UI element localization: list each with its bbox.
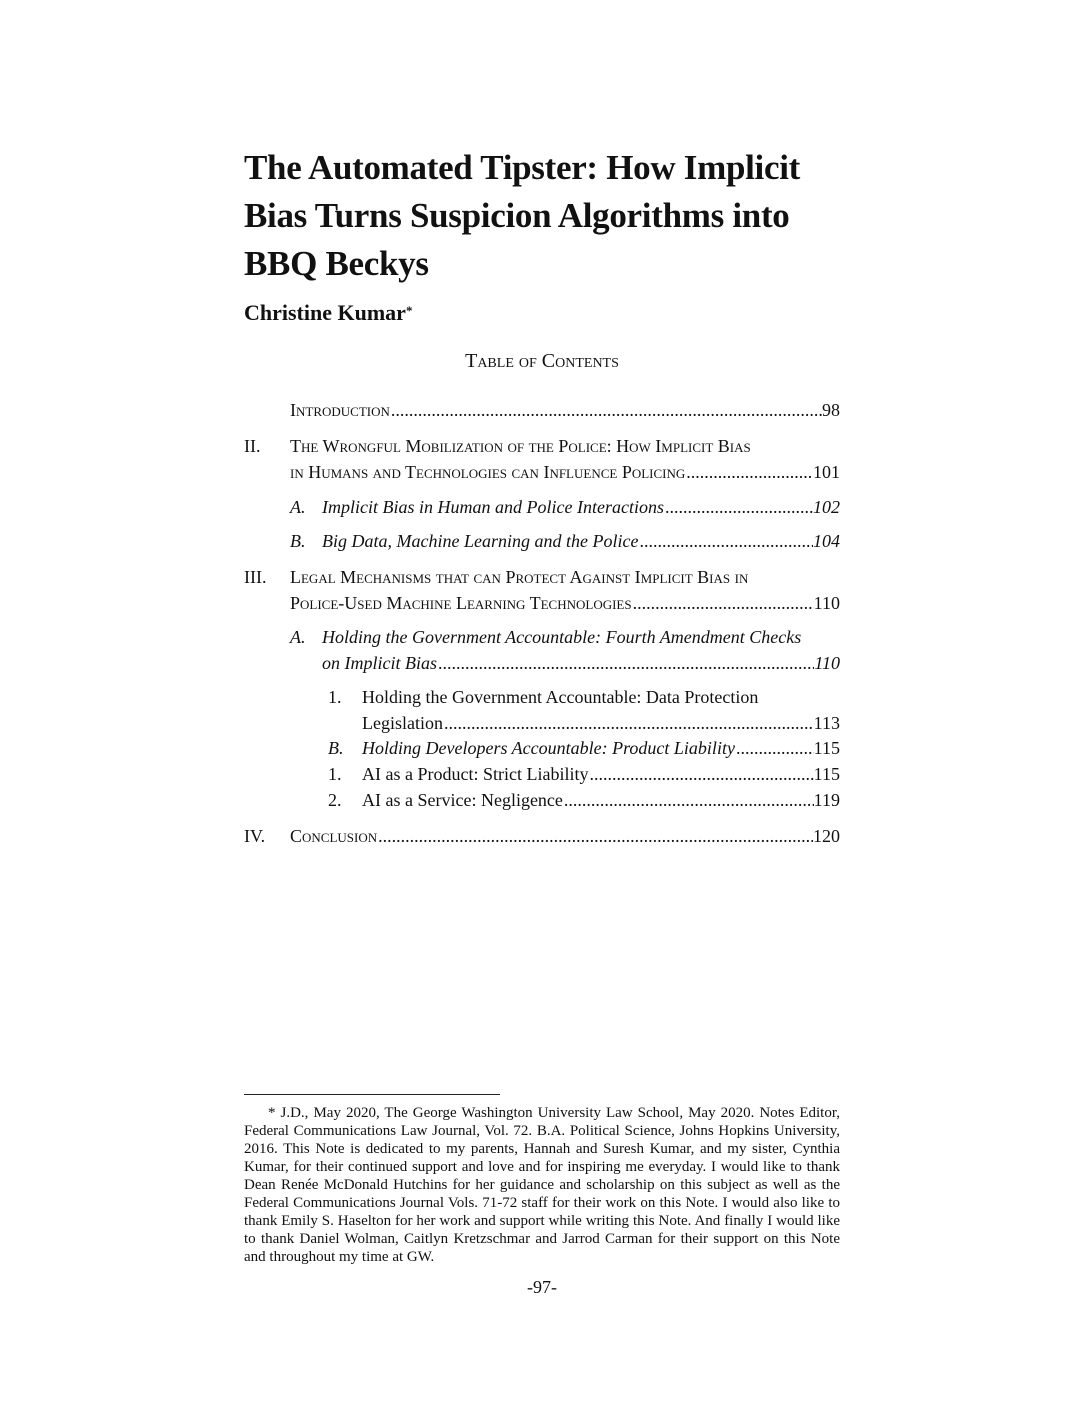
toc-entry-data-protection[interactable] — [330, 684, 840, 736]
toc-leader-dots — [588, 761, 813, 787]
toc-entry-label: Legal Mechanisms that can Protect Against Implicit Bias in — [290, 567, 749, 587]
toc-entry-page: 98 — [822, 400, 840, 420]
toc-entry-page: 101 — [813, 462, 840, 482]
toc-entry-page: 115 — [813, 738, 840, 758]
toc-entry-page: 119 — [813, 790, 840, 810]
author-footnote — [244, 1104, 840, 1266]
toc-entry-label: The Wrongful Mobilization of the Police: How Implicit Bias — [290, 436, 751, 456]
toc-entry-legal-mechanisms[interactable] — [244, 564, 840, 616]
toc-entry-number: II. — [244, 436, 261, 456]
article-title — [244, 144, 884, 288]
toc-leader-dots — [437, 650, 814, 676]
toc-entry-number: A. — [290, 627, 306, 647]
toc-leader-dots — [632, 590, 814, 616]
toc-leader-dots — [563, 787, 814, 813]
toc-entry-label: Police-Used Machine Learning Technologies — [290, 593, 632, 613]
toc-entry-strict-liability[interactable] — [330, 761, 840, 787]
toc-entry-label: in Humans and Technologies can Influence Policing — [290, 462, 686, 482]
toc-entry-number: 2. — [328, 790, 342, 810]
toc-entry-label: Legislation — [362, 713, 443, 733]
page-number: -97- — [527, 1277, 557, 1297]
toc-entry-big-data[interactable] — [290, 528, 840, 554]
author-line — [244, 296, 412, 328]
toc-leader-dots — [638, 528, 813, 554]
toc-entry-page: 110 — [814, 653, 840, 673]
toc-entry-government-fourth-amendment[interactable] — [290, 624, 840, 676]
footnote-text: J.D., May 2020, The George Washington University Law School, May 2020. Notes Editor, Federal Communications Law Journal, Vol. 72. B.A. Political Science, Johns Hopkins University, 2016. This Note is dedicated to my parents, Hannah and Suresh Kumar, and my sister, Cynthia Kumar, for their continued support and love and for inspiring me everyday. I would like to thank Dean Renée McDonald Hutchins for her guidance and scholarship on this subject as well as the Federal Communications Journal Vols. 71-72 staff for their work on this Note. I would also like to thank Emily S. Haselton for her work and support while writing this Note. And finally I would like to thank Daniel Wolman, Caitlyn Kretzschmar and Jarrod Carman for their support on this Note and throughout my time at GW. — [244, 1105, 840, 1265]
toc-entry-introduction[interactable] — [244, 397, 840, 423]
toc-entry-label: Holding Developers Accountable: Product Liability — [362, 738, 735, 758]
author-name: Christine Kumar — [244, 300, 406, 325]
toc-entry-label: Holding the Government Accountable: Fourth Amendment Checks — [322, 627, 802, 647]
toc-leader-dots — [664, 494, 813, 520]
footnote-marker[interactable]: * — [405, 303, 413, 318]
toc-entry-label: AI as a Service: Negligence — [362, 790, 563, 810]
toc-entry-number: B. — [290, 531, 306, 551]
toc-entry-label: Conclusion — [290, 826, 378, 846]
toc-entry-number: IV. — [244, 826, 266, 846]
toc-leader-dots — [390, 397, 822, 423]
toc-entry-label: Holding the Government Accountable: Data Protection — [362, 687, 759, 707]
toc-entry-number: 1. — [328, 764, 342, 784]
toc-entry-page: 102 — [813, 497, 840, 517]
toc-entry-label: Big Data, Machine Learning and the Police — [322, 531, 639, 551]
toc-leader-dots — [685, 459, 813, 485]
toc-entry-implicit-bias-human[interactable] — [290, 494, 840, 520]
toc-entry-number: B. — [328, 738, 344, 758]
title-line: Bias Turns Suspicion Algorithms into — [244, 196, 790, 235]
toc-entry-label: Introduction — [290, 400, 390, 420]
title-line: The Automated Tipster: How Implicit — [244, 148, 800, 187]
toc-leader-dots — [735, 735, 814, 761]
toc-entry-label: AI as a Product: Strict Liability — [362, 764, 589, 784]
toc-entry-negligence[interactable] — [330, 787, 840, 813]
footnote-marker: * — [268, 1105, 276, 1121]
toc-leader-dots — [377, 823, 813, 849]
toc-entry-page: 115 — [813, 764, 840, 784]
toc-entry-page: 113 — [813, 713, 840, 733]
toc-leader-dots — [443, 710, 814, 736]
toc-entry-number: 1. — [328, 687, 342, 707]
toc-entry-number: A. — [290, 497, 306, 517]
title-line: BBQ Beckys — [244, 244, 429, 283]
toc-entry-label: Implicit Bias in Human and Police Interactions — [322, 497, 664, 517]
toc-entry-page: 120 — [813, 826, 840, 846]
toc-entry-page: 110 — [813, 593, 840, 613]
toc-entry-wrongful-mobilization[interactable] — [244, 433, 840, 485]
toc-entry-number: III. — [244, 567, 267, 587]
toc-entry-conclusion[interactable] — [244, 823, 840, 849]
toc-entry-label: on Implicit Bias — [322, 653, 437, 673]
toc-entry-page: 104 — [813, 531, 840, 551]
footnote-divider — [244, 1094, 500, 1095]
toc-entry-product-liability[interactable] — [330, 735, 840, 761]
toc-heading: Table of Contents — [465, 350, 619, 372]
